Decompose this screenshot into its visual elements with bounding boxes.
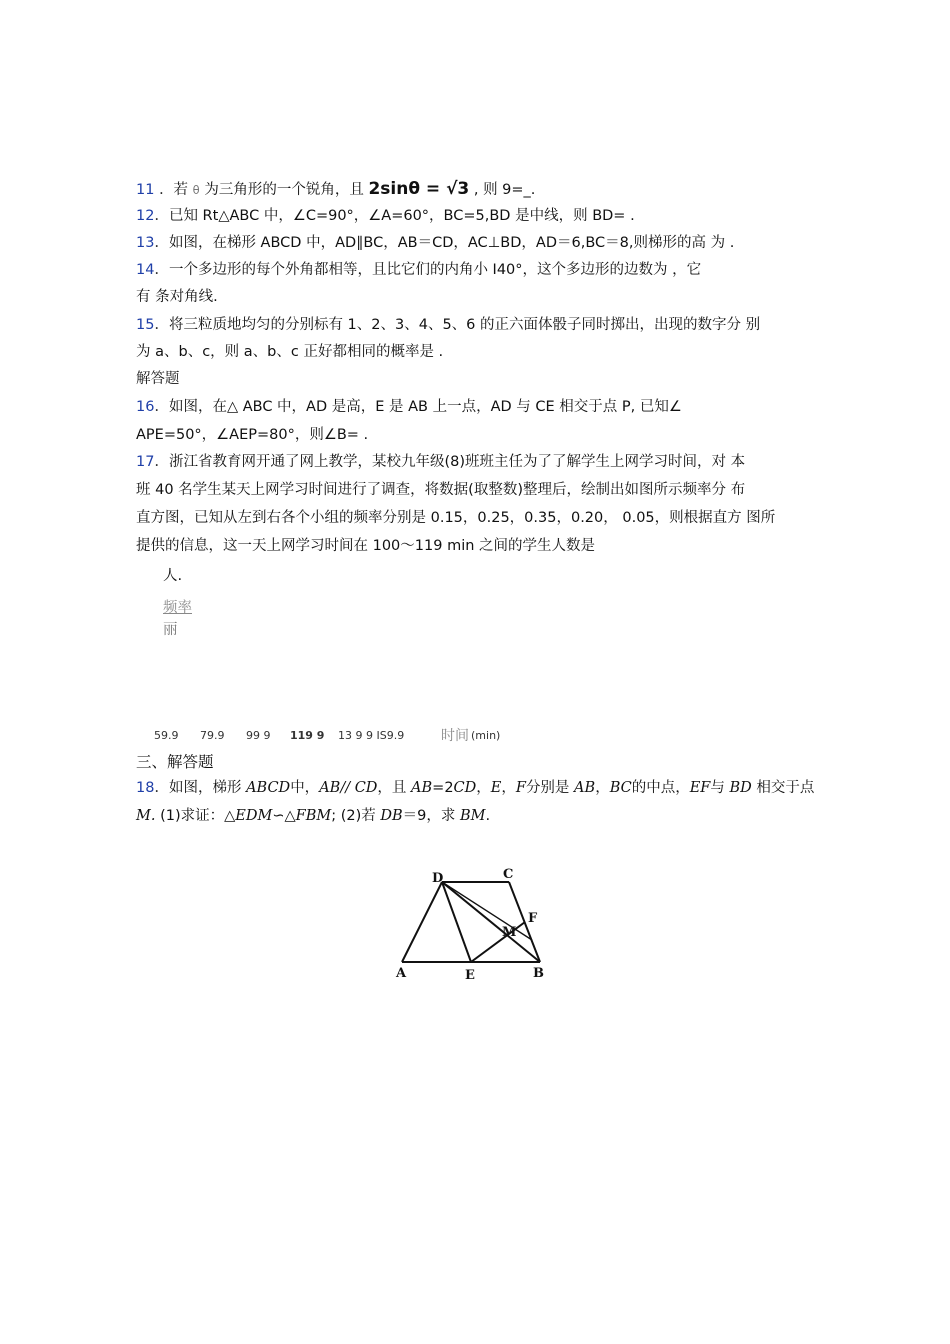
q17-line4: 提供的信息，这一天上网学习时间在 100～119 min 之间的学生人数是 — [136, 538, 596, 554]
q11-equation: 2sinθ = √3 — [368, 179, 470, 199]
q18-text: ．如图，梯形 — [154, 780, 247, 796]
x-axis-unit: (min) — [471, 729, 501, 742]
question-15-cont — [136, 342, 443, 362]
q18-text: ∽△ — [272, 808, 296, 824]
question-17 — [136, 452, 745, 472]
question-12 — [136, 206, 635, 226]
question-number: 17 — [136, 454, 155, 470]
question-16 — [136, 397, 682, 417]
q18-var: M. — [136, 808, 156, 824]
question-13 — [136, 233, 734, 253]
label-a: A — [396, 966, 407, 981]
q16-line2: APE=50°，∠AEP=80°，则∠B= . — [136, 427, 369, 443]
q18-var: FBM — [295, 808, 332, 824]
q17-line2: 班 40 名学生某天上网学习时间进行了调查，将数据(取整数)整理后，绘制出如图所示频率分 布 — [136, 482, 746, 498]
q18-text: 分别是 — [525, 780, 575, 796]
trapezoid-lines — [402, 882, 540, 962]
trapezoid-figure — [392, 862, 552, 987]
q15-line1: ．将三粒质地均匀的分别标有 1、2、3、4、5、6 的正六面体骰子同时掷出，出现的数字分 别 — [154, 317, 761, 333]
question-number: 16 — [136, 399, 155, 415]
q18-text: ，且 — [377, 780, 412, 796]
q18-text: =2 — [432, 780, 454, 796]
section-heading — [136, 369, 180, 389]
q18-var: EF — [689, 780, 711, 796]
q18-var: CD — [453, 780, 477, 796]
q11-theta: θ — [192, 183, 200, 197]
question-17-line3 — [136, 508, 775, 528]
histogram-ylabel2 — [163, 620, 178, 640]
q18-text: 与 — [710, 780, 730, 796]
q17-line1: ．浙江省教育网开通了网上教学，某校九年级(8)班班主任为了了解学生上网学习时间，对 本 — [154, 454, 746, 470]
q13-text: ．如图，在梯形 ABCD 中，AD∥BC，AB＝CD，AC⊥BD，AD＝6,BC＝8,则梯形的高 为 . — [154, 235, 735, 251]
question-18-cont — [136, 806, 490, 826]
q18-var: BC — [609, 780, 632, 796]
question-11 — [136, 179, 535, 200]
question-14 — [136, 260, 701, 280]
q18-text: ， — [476, 780, 491, 796]
q18-text: ， — [501, 780, 516, 796]
question-16-cont — [136, 425, 368, 445]
q18-var: BM — [460, 808, 486, 824]
y-axis-label: 频率 — [163, 600, 192, 616]
question-15 — [136, 315, 760, 335]
q18-var: E — [490, 780, 502, 796]
section-3-title: 三、解答题 — [136, 753, 214, 771]
question-14-cont — [136, 287, 218, 307]
q18-text: . — [485, 808, 491, 824]
segment-d-extra — [442, 882, 532, 940]
q14-line2: 有 条对角线. — [136, 289, 218, 305]
x-tick-label: 99 9 — [246, 729, 271, 742]
q11-suffix: , 则 9=_. — [473, 182, 536, 198]
q18-text: 的中点， — [631, 780, 690, 796]
q18-var: ABCD — [246, 780, 291, 796]
q15-line2: 为 a、b、c，则 a、b、c 正好都相同的概率是 . — [136, 344, 444, 360]
label-f: F — [528, 911, 538, 926]
x-tick-label: 59.9 — [154, 729, 179, 742]
histogram-ylabel — [163, 598, 192, 618]
q17-line3: 直方图，已知从左到右各个小组的频率分别是 0.15，0.25，0.35，0.20， 0.05，则根据直方 图所 — [136, 510, 776, 526]
question-17-line2 — [136, 480, 745, 500]
question-number: 12 — [136, 208, 155, 224]
question-17-line4 — [136, 536, 595, 556]
x-axis-label: 时间 — [441, 728, 469, 744]
q18-var: F — [515, 780, 526, 796]
q18-var: EDM — [235, 808, 273, 824]
q12-text: ．已知 Rt△ABC 中，∠C=90°，∠A=60°，BC=5,BD 是中线，则 BD= . — [154, 208, 635, 224]
question-18 — [136, 778, 814, 798]
y-axis-label-2: 丽 — [163, 622, 178, 638]
question-number: 13 — [136, 235, 155, 251]
q18-text: ＝9，求 — [402, 808, 461, 824]
q17-line5: 人. — [163, 568, 183, 584]
label-m: M — [502, 925, 517, 940]
label-d: D — [432, 871, 444, 886]
q18-var: AB// CD — [319, 780, 378, 796]
x-tick-label: 79.9 — [200, 729, 225, 742]
q18-var: AB — [574, 780, 596, 796]
q18-var: DB — [380, 808, 403, 824]
q18-text: 相交于点 — [751, 780, 815, 796]
question-number: 14 — [136, 262, 155, 278]
q18-text: (1)求证：△ — [155, 808, 236, 824]
section-3-heading — [136, 752, 214, 772]
segment-ad — [402, 882, 442, 962]
q11-mid: 为三角形的一个锐角，且 — [204, 182, 364, 198]
question-number: 11 — [136, 182, 155, 198]
label-c: C — [503, 867, 514, 882]
q18-var: AB — [411, 780, 433, 796]
question-17-line5 — [163, 566, 182, 586]
section-title: 解答题 — [136, 371, 180, 387]
q18-var: BD — [729, 780, 752, 796]
label-b: B — [533, 966, 544, 981]
q11-prefix: ．若 — [159, 182, 189, 198]
x-tick-label: 13 9 9 IS9.9 — [338, 729, 405, 742]
question-number: 15 — [136, 317, 155, 333]
label-e: E — [465, 968, 475, 983]
q18-text: ; (2)若 — [331, 808, 381, 824]
q18-text: ， — [595, 780, 610, 796]
q16-line1: ．如图，在△ ABC 中，AD 是高，E 是 AB 上一点，AD 与 CE 相交于点 P, 已知∠ — [154, 399, 682, 415]
q14-line1: ．一个多边形的每个外角都相等，且比它们的内角小 I40°，这个多边形的边数为 ，它 — [154, 262, 702, 278]
question-number: 18 — [136, 780, 155, 796]
x-tick-label: 119 9 — [290, 729, 325, 742]
q18-text: 中， — [290, 780, 320, 796]
